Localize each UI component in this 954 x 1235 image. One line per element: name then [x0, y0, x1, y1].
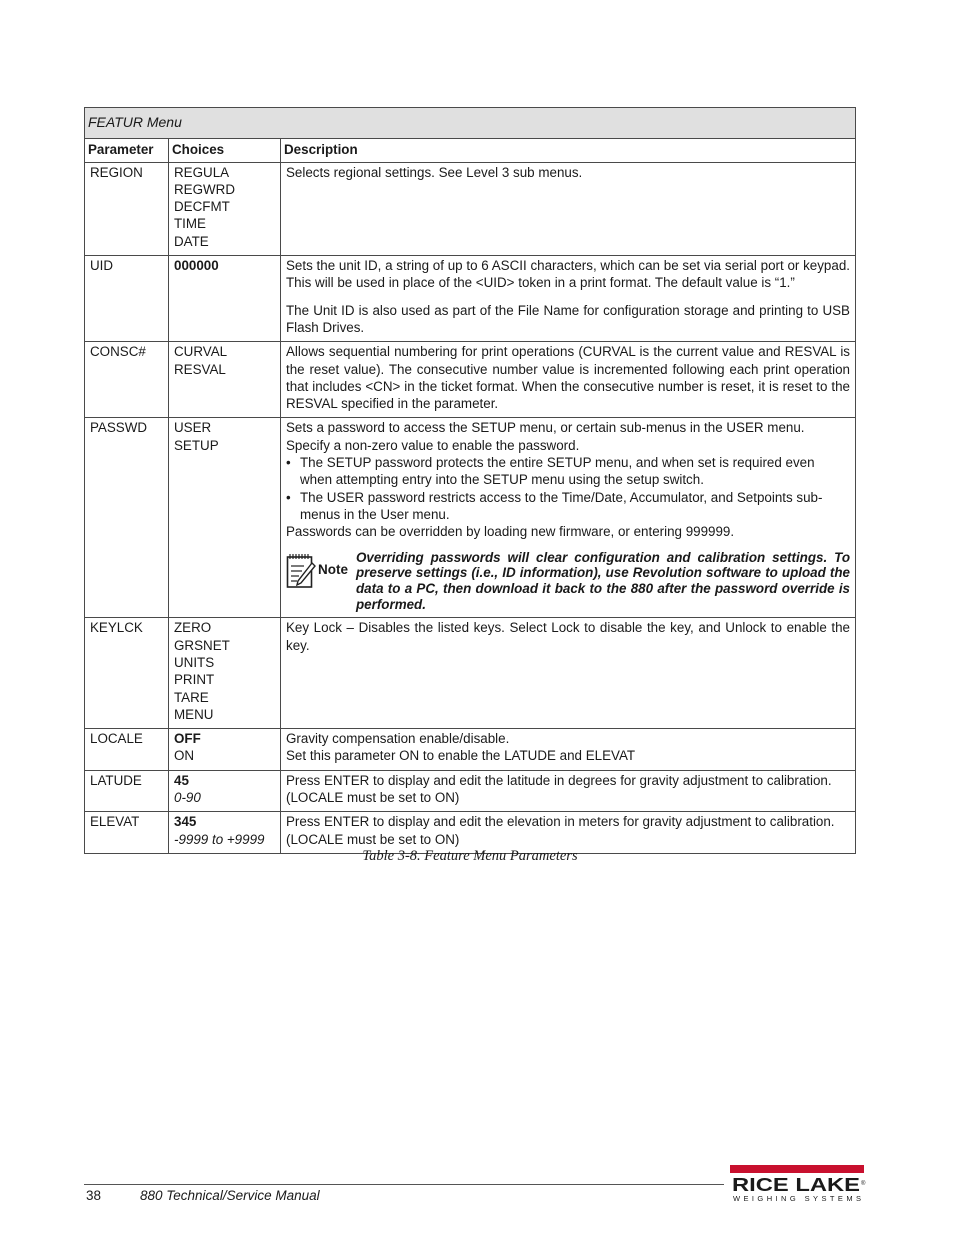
bullet-item [286, 489, 850, 524]
choice-item: SETUP [174, 437, 219, 453]
desc-text: Gravity compensation enable/disable. [286, 731, 510, 747]
bullet-text: The USER password restricts access to the Time/Date, Accumulator, and Setpoints sub-menus in the User menu. [300, 489, 823, 522]
desc-text: Sets the unit ID, a string of up to 6 ASCII characters, which can be set via serial port or keypad. This will be used in place of the <UID> token in a print format. The default value is “1.” [286, 258, 850, 291]
desc-text: Allows sequential numbering for print operations (CURVAL is the current value and RESVAL is the reset value). The consecutive number value is incremented following each print operation that includes <CN> in the ticket format. When the consecutive number is reset, it is reset to the RESVAL specified in the parameter. [286, 344, 850, 412]
choice-item: RESVAL [174, 361, 226, 377]
choice-item: MENU [174, 706, 214, 722]
table-row-keylck [85, 618, 856, 729]
table-row-consc [85, 342, 856, 418]
table-row-uid [85, 256, 856, 342]
bullet-dot: • [286, 489, 291, 505]
param-keylck: KEYLCK [85, 618, 169, 729]
param-latude: LATUDE [85, 770, 169, 812]
param-uid: UID [85, 256, 169, 342]
note-label: Note [318, 561, 348, 577]
table-title: FEATUR Menu [85, 108, 856, 139]
note-box [286, 550, 850, 613]
choice-range: -9999 to +9999 [174, 831, 265, 847]
table-row-passwd [85, 418, 856, 618]
choice-default: OFF [174, 731, 201, 747]
choice-uid-default: 000000 [169, 256, 281, 342]
choice-item: ZERO [174, 620, 212, 636]
choice-item: PRINT [174, 672, 215, 688]
choice-item: CURVAL [174, 344, 228, 360]
choices-latude [169, 770, 281, 812]
logo-wordmark: RICE LAKE [732, 1175, 860, 1195]
choice-range: 0-90 [174, 790, 201, 806]
choice-item: DATE [174, 233, 209, 249]
desc-consc [281, 342, 856, 418]
choice-default: 45 [174, 772, 189, 788]
header-row [85, 139, 856, 162]
notepad-icon [286, 553, 316, 589]
logo-bar [730, 1165, 864, 1173]
desc-uid [281, 256, 856, 342]
desc-text: Selects regional settings. See Level 3 sub menus. [286, 164, 583, 180]
choice-item: DECFMT [174, 199, 230, 215]
choice-item: TARE [174, 689, 209, 705]
desc-text: (LOCALE must be set to ON) [286, 831, 460, 847]
choice-item: REGULA [174, 164, 230, 180]
choice-item: GRSNET [174, 637, 230, 653]
table-row-latude [85, 770, 856, 812]
feature-menu-table [84, 107, 856, 854]
choice-item: USER [174, 420, 212, 436]
bullet-text: The SETUP password protects the entire SETUP menu, and when set is required even when attempting entry into the SETUP menu using the setup switch. [300, 455, 815, 488]
param-locale: LOCALE [85, 729, 169, 771]
footer-rule [84, 1184, 724, 1185]
desc-region [281, 162, 856, 255]
desc-text: Key Lock – Disables the listed keys. Select Lock to disable the key, and Unlock to enable the key. [286, 620, 850, 653]
choices-locale [169, 729, 281, 771]
desc-passwd [281, 418, 856, 618]
desc-text: The Unit ID is also used as part of the File Name for configuration storage and printing to USB Flash Drives. [286, 302, 850, 335]
note-icon [286, 550, 356, 613]
choices-consc [169, 342, 281, 418]
desc-text: Press ENTER to display and edit the elevation in meters for gravity adjustment to calibration. [286, 814, 835, 830]
desc-locale [281, 729, 856, 771]
choices-region [169, 162, 281, 255]
choice-item: REGWRD [174, 181, 235, 197]
logo-tagline: WEIGHING SYSTEMS [733, 1194, 861, 1203]
param-passwd: PASSWD [85, 418, 169, 618]
note-text: Overriding passwords will clear configuration and calibration settings. To preserve settings (i.e., ID information), use Revolution software to upload the data to a PC, then download it back to the 880 after the password override is performed. [356, 549, 850, 612]
bullet-item [286, 454, 850, 489]
desc-text: (LOCALE must be set to ON) [286, 790, 460, 806]
param-consc: CONSC# [85, 342, 169, 418]
rice-lake-logo [730, 1165, 868, 1203]
choices-keylck [169, 618, 281, 729]
desc-text: Press ENTER to display and edit the latitude in degrees for gravity adjustment to calibration. [286, 772, 832, 788]
desc-latude [281, 770, 856, 812]
choice-item: ON [174, 748, 195, 764]
desc-text: Specify a non-zero value to enable the password. [286, 437, 580, 453]
page-number: 38 [86, 1188, 102, 1203]
choice-default: 345 [174, 814, 197, 830]
desc-keylck [281, 618, 856, 729]
desc-text: Passwords can be overridden by loading new firmware, or entering 999999. [286, 524, 735, 540]
param-region: REGION [85, 162, 169, 255]
logo-trademark: ® [861, 1181, 866, 1187]
bullet-dot: • [286, 455, 291, 471]
manual-title: 880 Technical/Service Manual [140, 1188, 320, 1203]
table-row-region [85, 162, 856, 255]
header-choices: Choices [169, 139, 281, 162]
header-description: Description [281, 139, 856, 162]
choice-item: UNITS [174, 654, 215, 670]
desc-text: Sets a password to access the SETUP menu, or certain sub-menus in the USER menu. [286, 420, 805, 436]
table-caption: Table 3-8. Feature Menu Parameters [362, 848, 578, 864]
table-row-locale [85, 729, 856, 771]
desc-text: Set this parameter ON to enable the LATUDE and ELEVAT [286, 748, 636, 764]
header-parameter: Parameter [85, 139, 169, 162]
choice-item: TIME [174, 216, 206, 232]
param-elevat: ELEVAT [85, 812, 169, 854]
choices-passwd [169, 418, 281, 618]
